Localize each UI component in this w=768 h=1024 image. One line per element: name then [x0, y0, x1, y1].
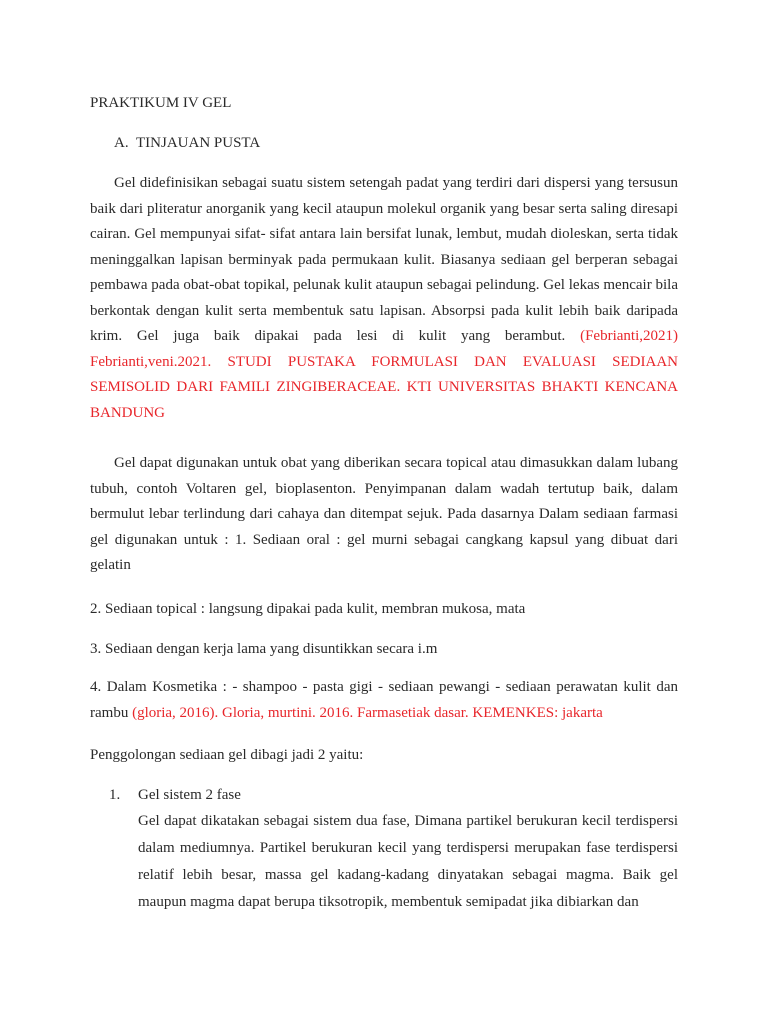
list-item-body: Gel dapat dikatakan sebagai sistem dua fase, Dimana partikel berukuran kecil terdispersi dalam mediumnya. Partikel berukuran kecil yang terdispersi merupakan fase terdispersi relatif lebih besar, massa gel kadang-kadang dinyatakan sebagai magma. Baik gel maupun magma dapat berupa tiksotropik, membentuk semipadat jika dibiarkan dan — [138, 813, 678, 910]
list-item-cosmetics-text: 4. Dalam Kosmetika : - shampoo - pasta gigi - sediaan pewangi - sediaan perawatan kulit dan rambu — [90, 679, 678, 721]
paragraph-gel-usage — [90, 451, 678, 579]
section-letter: A. — [114, 135, 129, 151]
list-item-heading: Gel sistem 2 fase — [138, 787, 241, 803]
list-item-cosmetics — [90, 675, 678, 726]
list-number: 1. — [109, 787, 121, 803]
document-title: PRAKTIKUM IV GEL — [90, 95, 232, 111]
section-heading — [114, 133, 260, 153]
paragraph-gel-definition-text: Gel didefinisikan sebagai suatu sistem setengah padat yang terdiri dari dispersi yang tersusun baik dari pliteratur anorganik yang kecil ataupun molekul organik yang besar serta saling diresapi cairan. Gel mempunyai sifat- sifat antara lain bersifat lunak, lembut, mudah dioleskan, serta tidak meninggalkan lapisan berminyak pada permukaan kulit. Biasanya sediaan gel berperan sebagai pembawa pada obat-obat topikal, pelunak kulit ataupun sebagai pelindung. Gel lekas mencair bila berkontak dengan kulit serta membentuk satu lapisan. Absorpsi pada kulit lebih baik daripada krim. Gel juga baik dipakai pada lesi di kulit yang berambut. — [90, 175, 678, 344]
classification-intro: Penggolongan sediaan gel dibagi jadi 2 yaitu: — [90, 747, 364, 763]
section-heading-text: TINJAUAN PUSTA — [136, 135, 261, 151]
list-item-injection: 3. Sediaan dengan kerja lama yang disuntikkan secara i.m — [90, 641, 438, 657]
list-item-topical: 2. Sediaan topical : langsung dipakai pada kulit, membran mukosa, mata — [90, 601, 526, 617]
paragraph-gel-usage-text: Gel dapat digunakan untuk obat yang diberikan secara topical atau dimasukkan dalam lubang tubuh, contoh Voltaren gel, bioplasenton. Penyimpanan dalam wadah tertutup baik, dalam bermulut lebar terlindung dari cahaya dan ditempat sejuk. Pada dasarnya Dalam sediaan farmasi gel digunakan untuk : 1. Sediaan oral : gel murni sebagai cangkang kapsul yang dibuat dari gelatin — [90, 455, 678, 573]
paragraph-gel-definition — [90, 171, 678, 426]
citation-febrianti: (Febrianti,2021) Febrianti,veni.2021. STUDI PUSTAKA FORMULASI DAN EVALUASI SEDIAAN SEMISOLID DARI FAMILI ZINGIBERACEAE. KTI UNIVERSITAS BHAKTI KENCANA BANDUNG — [90, 328, 678, 421]
citation-gloria: (gloria, 2016). Gloria, murtini. 2016. Farmasetiak dasar. KEMENKES: jakarta — [132, 704, 603, 721]
